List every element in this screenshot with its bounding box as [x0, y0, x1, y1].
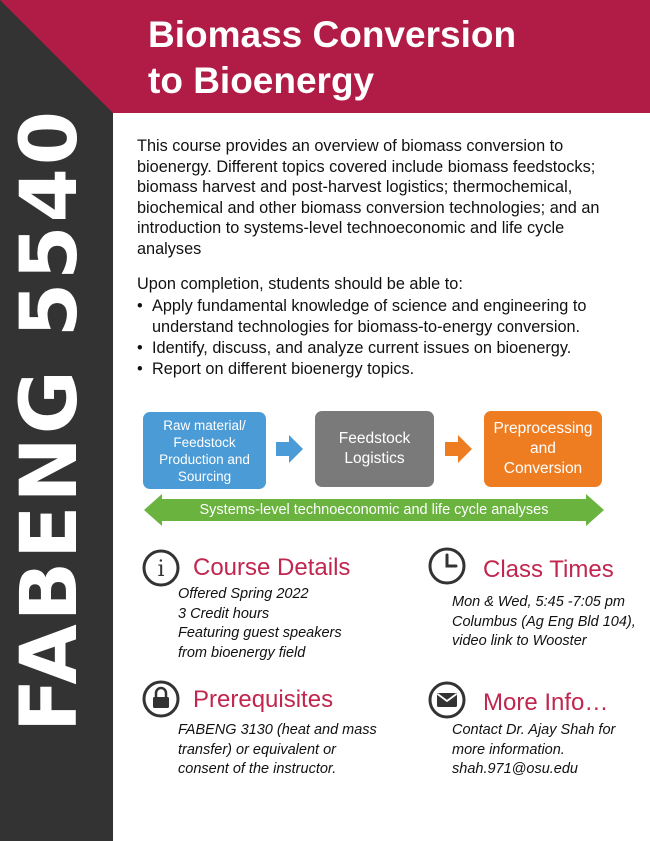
step-label: Production and [159, 451, 250, 467]
course-code: FABENG 5540 [5, 108, 95, 732]
prerequisites-title: Prerequisites [193, 686, 334, 713]
title-line-2: to Bioenergy [148, 60, 375, 101]
step-label: Logistics [344, 450, 405, 467]
envelope-icon [427, 680, 467, 720]
outcome-item: • Identify, discuss, and analyze current issues on bioenergy. [137, 338, 637, 359]
info-line: Contact Dr. Ajay Shah for [452, 722, 616, 738]
title-line-1: Biomass Conversion [148, 14, 517, 55]
clock-icon [427, 546, 467, 586]
step-label: and [530, 440, 556, 457]
class-times-body [452, 593, 636, 652]
step-label: Feedstock [173, 434, 236, 450]
info-line: more information. [452, 741, 565, 758]
step-label: Conversion [503, 460, 583, 477]
outcome-item: • Report on different bioenergy topics. [137, 359, 637, 380]
step-feedstock-logistics [315, 411, 434, 487]
course-description: This course provides an overview of biomass conversion to bioenergy. Different topics covered include biomass feedstocks; biomass harvest and post-harvest logistics; thermochemical, biochemical and other biomass conversion technologies; and an introduction to systems-level technoeconomic and life cycle analyses [137, 137, 600, 258]
outcomes-intro: Upon completion, students should be able to: [137, 275, 463, 293]
arrow-right-icon [445, 435, 472, 463]
course-details-body [178, 585, 342, 663]
contact-email[interactable]: shah.971@osu.edu [452, 761, 578, 777]
arrow-right-icon [276, 435, 303, 463]
time-line: Mon & Wed, 5:45 -7:05 pm [452, 594, 626, 610]
svg-text:i: i [157, 557, 165, 582]
page-title [148, 12, 516, 104]
course-details-title: Course Details [193, 554, 351, 581]
step-raw-material [143, 412, 266, 489]
prereq-line: consent of the instructor. [178, 761, 337, 777]
detail-line: 3 Credit hours [178, 605, 270, 622]
prereq-line: FABENG 3130 (heat and mass [178, 722, 377, 738]
header-corner [0, 0, 115, 115]
prerequisites-body [178, 721, 377, 780]
outcome-item: • Apply fundamental knowledge of science and engineering to understand technologies for biomass-to-energy conversion. [137, 296, 637, 338]
detail-line: Featuring guest speakers [178, 625, 342, 641]
more-info-title: More Info… [483, 689, 609, 716]
step-label: Preprocessing [493, 420, 593, 437]
detail-line: Offered Spring 2022 [178, 586, 309, 602]
class-times-title: Class Times [483, 556, 614, 583]
step-preprocessing-conversion [484, 411, 602, 487]
band-label: Systems-level technoeconomic and life cycle analyses [199, 502, 549, 518]
lock-icon [141, 679, 181, 719]
step-label: Sourcing [177, 468, 232, 484]
outcomes-list [137, 296, 637, 380]
more-info-body [452, 721, 615, 780]
time-line: video link to Wooster [452, 633, 587, 649]
step-label: Raw material/ [163, 417, 246, 433]
step-label: Feedstock [338, 430, 411, 447]
detail-line: from bioenergy field [178, 644, 306, 661]
prereq-line: transfer) or equivalent or [178, 741, 336, 758]
time-line: Columbus (Ag Eng Bld 104), [452, 613, 636, 630]
info-icon [141, 548, 181, 588]
